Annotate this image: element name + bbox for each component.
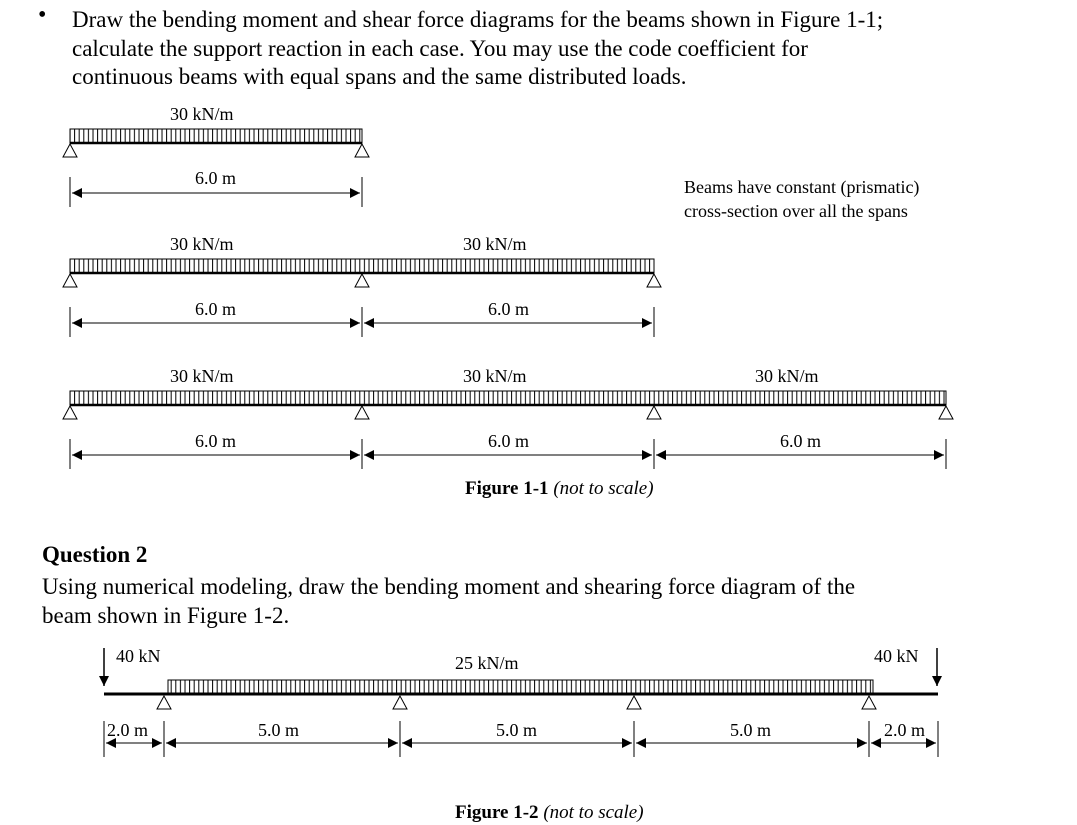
pin-support-icon — [862, 696, 876, 709]
beam3-span-label-1: 6.0 m — [195, 431, 237, 451]
right-overhang-label: 2.0 m — [884, 720, 926, 740]
distributed-load-hatch-2 — [70, 259, 654, 273]
figure-1-2-caption-title: Figure 1-2 — [455, 802, 539, 823]
question2-heading: Question 2 — [42, 542, 148, 567]
question1-line-1: Draw the bending moment and shear force diagrams for the beams shown in Figure 1-1; — [72, 7, 884, 32]
beam2-load-label-2: 30 kN/m — [463, 234, 527, 254]
right-point-load-label: 40 kN — [874, 646, 919, 666]
figure-1-1-caption-note: (not to scale) — [553, 478, 654, 499]
distributed-load-hatch-3 — [70, 391, 946, 405]
figure-1-2-caption — [455, 802, 644, 824]
span-label-1: 5.0 m — [258, 720, 300, 740]
question2-text — [42, 572, 855, 630]
figure-1-1-caption — [465, 478, 654, 500]
beam2-span-label-2: 6.0 m — [488, 299, 530, 319]
question2-line-1: Using numerical modeling, draw the bending moment and shearing force diagram of the — [42, 574, 856, 599]
beam3-span-label-2: 6.0 m — [488, 431, 530, 451]
beam3-load-label-3: 30 kN/m — [755, 366, 819, 386]
question1-line-2: calculate the support reaction in each case. You may use the code coefficient for — [72, 35, 808, 61]
distributed-load-label: 25 kN/m — [455, 653, 519, 673]
beam2-span-label-1: 6.0 m — [195, 299, 237, 319]
beam1-load-label: 30 kN/m — [170, 104, 234, 124]
left-point-load-label: 40 kN — [116, 646, 161, 666]
beam2-load-label-1: 30 kN/m — [170, 234, 234, 254]
span-label-2: 5.0 m — [496, 720, 538, 740]
pin-support-icon — [355, 406, 369, 419]
pin-support-icon — [63, 274, 77, 287]
note-line-2: cross-section over all the spans — [684, 201, 908, 221]
distributed-load-hatch — [168, 680, 873, 694]
pin-support-icon — [939, 406, 953, 419]
question2-line-2: beam shown in Figure 1-2. — [42, 603, 290, 628]
pin-support-icon — [627, 696, 641, 709]
pin-support-icon — [63, 406, 77, 419]
question1-line-3: continuous beams with equal spans and the same distributed loads. — [72, 64, 687, 89]
pin-support-icon — [647, 274, 661, 287]
pin-support-icon — [355, 274, 369, 287]
bullet-point: • — [38, 2, 47, 28]
pin-support-icon — [157, 696, 171, 709]
pin-support-icon — [393, 696, 407, 709]
figure-1-2-caption-note: (not to scale) — [543, 802, 644, 823]
beam3-load-label-1: 30 kN/m — [170, 366, 234, 386]
pin-support-icon — [355, 144, 369, 157]
left-overhang-label: 2.0 m — [107, 720, 149, 740]
beam3-load-label-2: 30 kN/m — [463, 366, 527, 386]
distributed-load-hatch-1 — [70, 129, 362, 143]
beam1-span-label: 6.0 m — [195, 168, 237, 188]
beam3-span-label-3: 6.0 m — [780, 431, 822, 451]
note-line-1: Beams have constant (prismatic) — [684, 177, 920, 197]
figure-1-1-caption-title: Figure 1-1 — [465, 478, 549, 499]
span-label-3: 5.0 m — [730, 720, 772, 740]
pin-support-icon — [63, 144, 77, 157]
pin-support-icon — [647, 406, 661, 419]
